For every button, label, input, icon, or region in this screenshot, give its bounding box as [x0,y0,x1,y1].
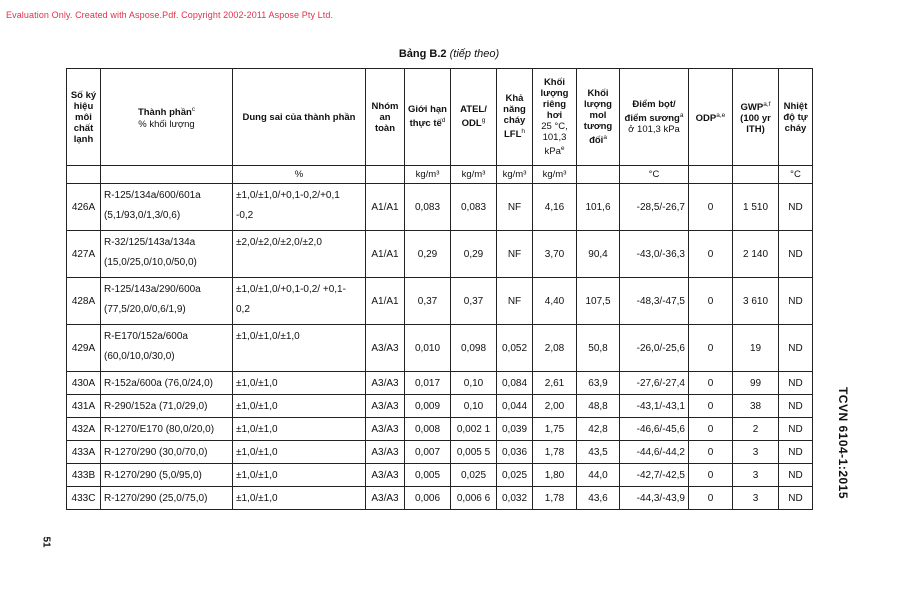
header-atel: ATEL/ ODL$^g$ [451,69,497,166]
cell-comp: R-1270/E170 (80,0/20,0) [101,418,233,441]
cell-atel: 0,10 [451,372,497,395]
cell-tol: ±1,0/±1,0 [233,372,366,395]
unit-practical-limit: kg/m³ [405,166,451,184]
cell-density: 1,75 [533,418,577,441]
header-practical-limit: Giới hạn thực tế$^d$ [405,69,451,166]
cell-tol: ±1,0/±1,0 [233,441,366,464]
cell-odp: 0 [689,278,733,325]
cell-density: 1,78 [533,441,577,464]
cell-atel: 0,005 5 [451,441,497,464]
cell-bubble: -44,6/-44,2 [620,441,689,464]
cell-comp: R-1270/290 (5,0/95,0) [101,464,233,487]
cell-tol: ±1,0/±1,0 [233,418,366,441]
cell-tol: ±1,0/±1,0 [233,395,366,418]
cell-tol: ±1,0/±1,0 [233,487,366,510]
unit-autoignition: °C [779,166,813,184]
cell-comp: R-32/125/143a/134a (15,0/25,0/10,0/50,0) [101,231,233,278]
table-row [67,278,813,325]
cell-limit: 0,006 [405,487,451,510]
cell-limit: 0,007 [405,441,451,464]
cell-code: 427A [67,231,101,278]
cell-auto: ND [779,231,813,278]
unit-tolerance: % [233,166,366,184]
cell-code: 433A [67,441,101,464]
cell-limit: 0,005 [405,464,451,487]
cell-bubble: -42,7/-42,5 [620,464,689,487]
page-number: 51 [40,536,52,548]
cell-lfl: 0,039 [497,418,533,441]
caption-main: Bảng B.2 [398,48,447,60]
cell-auto: ND [779,464,813,487]
table-row [67,395,813,418]
cell-tol: ±1,0/±1,0/±1,0 [233,325,366,372]
cell-density: 4,16 [533,184,577,231]
cell-atel: 0,098 [451,325,497,372]
cell-density: 1,78 [533,487,577,510]
cell-group: A3/A3 [366,487,405,510]
cell-atel: 0,025 [451,464,497,487]
cell-mol: 50,8 [577,325,620,372]
cell-odp: 0 [689,395,733,418]
header-autoignition: Nhiệt độ tự cháy [779,69,813,166]
cell-auto: ND [779,325,813,372]
cell-group: A3/A3 [366,395,405,418]
cell-bubble: -28,5/-26,7 [620,184,689,231]
cell-gwp: 2 [733,418,779,441]
unit-lfl: kg/m³ [497,166,533,184]
cell-gwp: 3 [733,441,779,464]
cell-odp: 0 [689,231,733,278]
cell-comp: R-125/143a/290/600a (77,5/20,0/0,6/1,9) [101,278,233,325]
cell-auto: ND [779,372,813,395]
cell-bubble: -43,1/-43,1 [620,395,689,418]
cell-odp: 0 [689,441,733,464]
cell-group: A1/A1 [366,184,405,231]
cell-odp: 0 [689,184,733,231]
cell-gwp: 3 [733,487,779,510]
cell-gwp: 99 [733,372,779,395]
cell-limit: 0,008 [405,418,451,441]
cell-code: 432A [67,418,101,441]
cell-lfl: NF [497,184,533,231]
header-lfl: Khả năng cháy LFL$^h$ [497,69,533,166]
cell-auto: ND [779,418,813,441]
table-row [67,372,813,395]
header-safety-group: Nhóm an toàn [366,69,405,166]
cell-mol: 44,0 [577,464,620,487]
cell-code: 433C [67,487,101,510]
cell-lfl: 0,032 [497,487,533,510]
cell-tol: ±2,0/±2,0/±2,0/±2,0 [233,231,366,278]
cell-auto: ND [779,487,813,510]
caption-sub: (tiếp theo) [449,48,500,60]
cell-odp: 0 [689,418,733,441]
watermark-text: Evaluation Only. Created with Aspose.Pdf. Copyright 2002-2011 Aspose Pty Ltd. [6,10,334,20]
cell-density: 2,08 [533,325,577,372]
cell-atel: 0,37 [451,278,497,325]
cell-group: A3/A3 [366,325,405,372]
cell-atel: 0,10 [451,395,497,418]
cell-code: 426A [67,184,101,231]
cell-group: A1/A1 [366,278,405,325]
cell-gwp: 38 [733,395,779,418]
table-row [67,441,813,464]
cell-code: 428A [67,278,101,325]
cell-comp: R-152a/600a (76,0/24,0) [101,372,233,395]
cell-gwp: 3 610 [733,278,779,325]
cell-comp: R-125/134a/600/601a (5,1/93,0/1,3/0,6) [101,184,233,231]
units-row [67,166,813,184]
cell-code: 430A [67,372,101,395]
cell-odp: 0 [689,325,733,372]
header-row [67,69,813,166]
cell-limit: 0,29 [405,231,451,278]
header-molar-mass: Khối lượng mol tương đối$^a$ [577,69,620,166]
table-row [67,184,813,231]
cell-bubble: -44,3/-43,9 [620,487,689,510]
cell-gwp: 2 140 [733,231,779,278]
cell-lfl: NF [497,231,533,278]
cell-comp: R-1270/290 (25,0/75,0) [101,487,233,510]
cell-odp: 0 [689,487,733,510]
standard-code: TCVN 6104-1:2015 [836,386,850,500]
cell-mol: 42,8 [577,418,620,441]
cell-mol: 43,6 [577,487,620,510]
cell-tol: ±1,0/±1,0/+0,1-0,2/ +0,1- 0,2 [233,278,366,325]
cell-density: 3,70 [533,231,577,278]
cell-code: 429A [67,325,101,372]
cell-bubble: -48,3/-47,5 [620,278,689,325]
unit-vapor-density: kg/m³ [533,166,577,184]
cell-tol: ±1,0/±1,0 [233,464,366,487]
cell-group: A3/A3 [366,464,405,487]
cell-gwp: 3 [733,464,779,487]
cell-bubble: -27,6/-27,4 [620,372,689,395]
cell-limit: 0,37 [405,278,451,325]
cell-auto: ND [779,184,813,231]
cell-atel: 0,29 [451,231,497,278]
header-code: Số ký hiệu môi chất lạnh [67,69,101,166]
header-bubble-dew: Điểm bọt/ điểm sương$^a$ ở 101,3 kPa [620,69,689,166]
cell-mol: 48,8 [577,395,620,418]
cell-auto: ND [779,441,813,464]
header-composition: Thành phần$^c$ % khối lượng [101,69,233,166]
cell-lfl: 0,044 [497,395,533,418]
cell-comp: R-290/152a (71,0/29,0) [101,395,233,418]
header-odp: ODP$^{a,e}$ [689,69,733,166]
cell-density: 2,61 [533,372,577,395]
cell-comp: R-1270/290 (30,0/70,0) [101,441,233,464]
cell-density: 4,40 [533,278,577,325]
header-gwp: GWP$^{a,f}$ (100 yr ITH) [733,69,779,166]
cell-tol: ±1,0/±1,0/+0,1-0,2/+0,1 -0,2 [233,184,366,231]
header-tolerance: Dung sai của thành phần [233,69,366,166]
cell-mol: 101,6 [577,184,620,231]
cell-lfl: 0,036 [497,441,533,464]
cell-lfl: 0,052 [497,325,533,372]
cell-gwp: 1 510 [733,184,779,231]
cell-mol: 43,5 [577,441,620,464]
cell-limit: 0,010 [405,325,451,372]
cell-density: 1,80 [533,464,577,487]
cell-group: A3/A3 [366,372,405,395]
cell-density: 2,00 [533,395,577,418]
cell-bubble: -26,0/-25,6 [620,325,689,372]
cell-atel: 0,083 [451,184,497,231]
table-row [67,464,813,487]
table-row [67,231,813,278]
cell-gwp: 19 [733,325,779,372]
cell-mol: 63,9 [577,372,620,395]
cell-bubble: -43,0/-36,3 [620,231,689,278]
cell-code: 433B [67,464,101,487]
cell-limit: 0,009 [405,395,451,418]
cell-group: A1/A1 [366,231,405,278]
cell-auto: ND [779,278,813,325]
cell-group: A3/A3 [366,441,405,464]
table-row [67,487,813,510]
cell-group: A3/A3 [366,418,405,441]
cell-atel: 0,006 6 [451,487,497,510]
cell-odp: 0 [689,372,733,395]
cell-code: 431A [67,395,101,418]
cell-limit: 0,083 [405,184,451,231]
unit-atel: kg/m³ [451,166,497,184]
table-caption [0,48,898,60]
cell-bubble: -46,6/-45,6 [620,418,689,441]
cell-atel: 0,002 1 [451,418,497,441]
header-vapor-density: Khối lượng riêng hơi 25 °C, 101,3 kPa$^e$ [533,69,577,166]
cell-mol: 107,5 [577,278,620,325]
refrigerant-table [66,68,813,510]
table-row [67,325,813,372]
unit-bubble-dew: °C [620,166,689,184]
cell-comp: R-E170/152a/600a (60,0/10,0/30,0) [101,325,233,372]
cell-limit: 0,017 [405,372,451,395]
cell-lfl: 0,084 [497,372,533,395]
cell-odp: 0 [689,464,733,487]
table-body [67,184,813,510]
cell-lfl: 0,025 [497,464,533,487]
cell-lfl: NF [497,278,533,325]
cell-auto: ND [779,395,813,418]
cell-mol: 90,4 [577,231,620,278]
table-row [67,418,813,441]
